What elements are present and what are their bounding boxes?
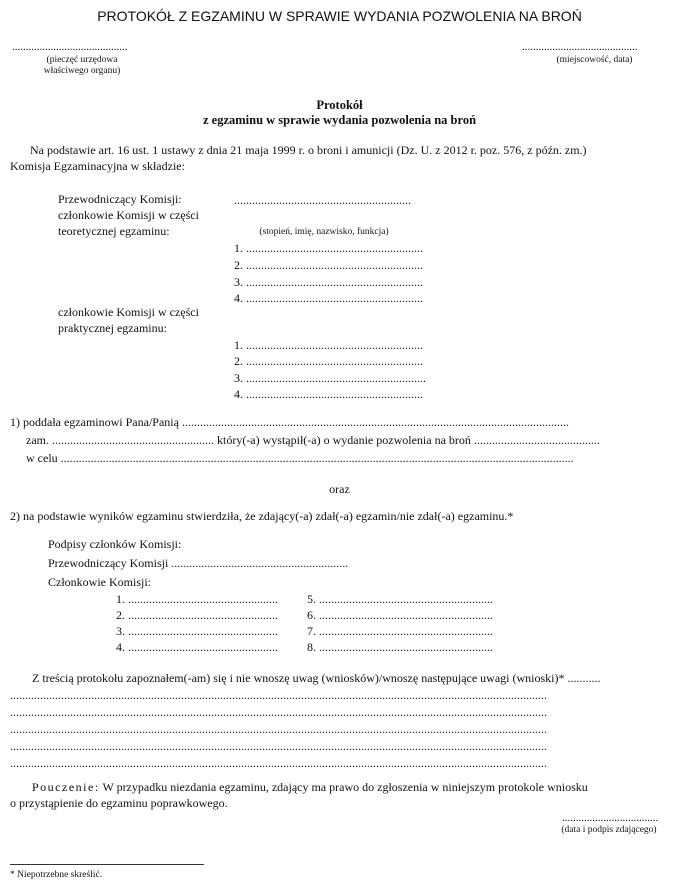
title-line-1: Protokół (316, 98, 363, 112)
section-1-line-1: 1) poddała egzaminowi Pana/Panią ................................................................................................................................. (10, 415, 569, 429)
practice-member-4: 4. ........................................................... (234, 387, 423, 401)
practice-member-2: 2. ........................................................... (234, 354, 423, 368)
practice-member-3: 3. ............................................................ (234, 371, 426, 385)
signature-member-7: 7. .......................................................... (307, 624, 493, 638)
notice-line-2: o przystąpienie do egzaminu poprawkowego. (10, 796, 228, 810)
place-date-caption: (miejscowość, data) (556, 55, 633, 65)
theory-member-3: 3. ........................................................... (234, 275, 423, 289)
stamp-caption-1: (pieczęć urzędowa (46, 55, 118, 65)
chair-dots: ........................................................... (234, 193, 411, 207)
intro-line-1: Na podstawie art. 16 ust. 1 ustawy z dnia 21 maja 1999 r. o broni i amunicji (Dz. U. z 2012 r. poz. 576, z późn. zm.) (30, 143, 587, 157)
stamp-caption-2: właściwego organu) (43, 66, 121, 76)
theory-member-4: 4. ........................................................... (234, 291, 423, 305)
notice-text-1: W przypadku niezdania egzaminu, zdający ma prawo do zgłoszenia w niniejszym protokole wniosku (102, 780, 588, 794)
signature-member-3: 3. .................................................. (116, 624, 278, 638)
section-1-line-2: zam. ...................................................... który(-a) wystąpił(-a) o wydanie pozwolenia na broń .......................................... (26, 433, 600, 447)
footnote-divider (10, 864, 204, 865)
applicant-signature-caption: (data i podpis zdającego) (561, 825, 657, 835)
theory-label-2: teoretycznej egzaminu: (58, 224, 170, 238)
acknowledgment-dots-3: ................................................................................................................................................................................... (10, 722, 547, 736)
section-2: 2) na podstawie wyników egzaminu stwierdziła, że zdający(-a) zdał(-a) egzamin/nie zdał(-a) egzaminu.* (10, 509, 514, 523)
acknowledgment-line: Z treścią protokołu zapoznałem(-am) się i nie wnoszę uwag (wniosków)/wnoszę następujące uwagi (wnioski)* ........... (32, 671, 601, 685)
theory-label-1: członkowie Komisji w części (58, 208, 199, 222)
chair-label: Przewodniczący Komisji: (58, 192, 182, 206)
signature-chair: Przewodniczący Komisji ........................................................... (48, 556, 349, 570)
acknowledgment-dots-5: ................................................................................................................................................................................... (10, 756, 547, 770)
signature-member-8: 8. .......................................................... (307, 640, 493, 654)
signature-member-4: 4. .................................................. (116, 640, 278, 654)
signatures-heading: Podpisy członków Komisji: (48, 537, 182, 551)
notice-line-1 (32, 779, 588, 795)
signature-member-2: 2. .................................................. (116, 608, 278, 622)
stamp-dots: .......................................... (12, 41, 128, 53)
notice-label: Pouczenie: (32, 780, 100, 794)
committee-caption: (stopień, imię, nazwisko, funkcja) (259, 227, 389, 237)
footnote: * Niepotrzebne skreślić. (10, 870, 103, 880)
signature-members-label: Członkowie Komisji: (48, 575, 151, 589)
signature-member-5: 5. .......................................................... (307, 592, 493, 606)
acknowledgment-dots-1: ................................................................................................................................................................................... (10, 688, 547, 702)
signature-member-6: 6. .......................................................... (307, 608, 493, 622)
practice-label-2: praktycznej egzaminu: (58, 321, 167, 335)
oraz-connector: oraz (329, 482, 350, 496)
acknowledgment-dots-4: ................................................................................................................................................................................... (10, 739, 547, 753)
acknowledgment-dots-2: ................................................................................................................................................................................... (10, 705, 547, 719)
intro-line-2: Komisja Egzaminacyjna w składzie: (10, 159, 185, 173)
signature-member-1: 1. .................................................. (116, 592, 278, 606)
section-1-line-3: w celu ........................................................................................................................................................................... (26, 451, 574, 465)
practice-label-1: członkowie Komisji w części (58, 305, 199, 319)
document-header: PROTOKÓŁ Z EGZAMINU W SPRAWIE WYDANIA POZWOLENIA NA BROŃ (97, 8, 582, 24)
place-date-dots: .......................................... (522, 41, 638, 53)
theory-member-1: 1. ........................................................... (234, 241, 423, 255)
title-line-2: z egzaminu w sprawie wydania pozwolenia na broń (202, 113, 477, 127)
practice-member-1: 1. ........................................................... (234, 338, 423, 352)
applicant-signature-dots: ................................... (562, 812, 659, 824)
theory-member-2: 2. ........................................................... (234, 258, 423, 272)
